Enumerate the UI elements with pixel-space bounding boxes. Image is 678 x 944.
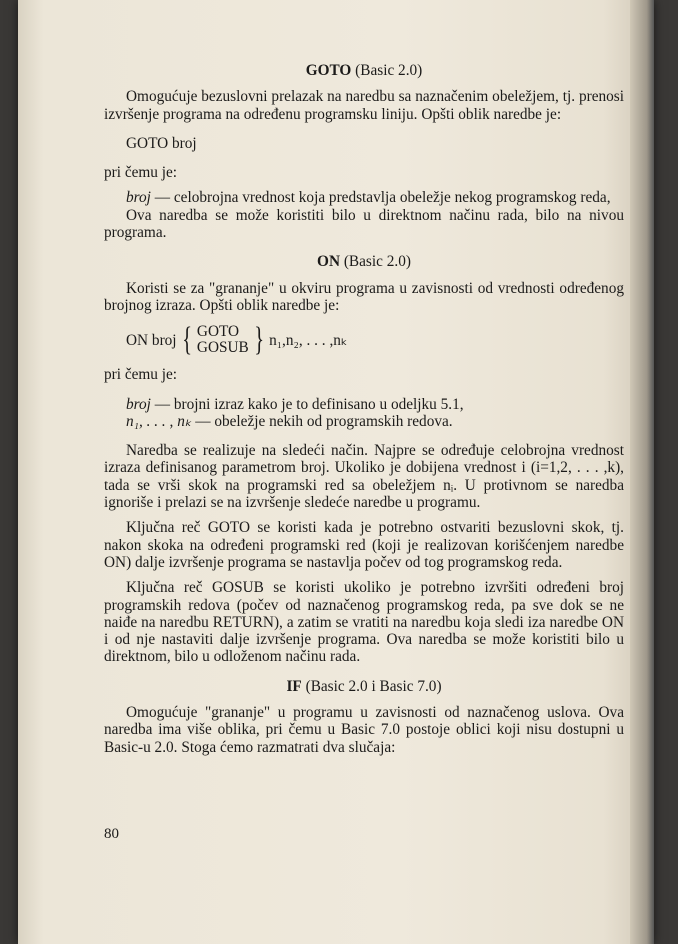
goto-definition: broj — celobrojna vrednost koja predstavlja obeležje nekog programskog reda, (126, 189, 611, 207)
book-page (18, 0, 654, 944)
goto-paragraph-1: Omogućuje bezuslovni prelazak na naredbu sa naznačenim obeležjem, tj. prenosi izvršenje programa na određenu programsku liniju. Opšti oblik naredbe je: (104, 88, 624, 123)
if-heading: IF (Basic 2.0 i Basic 7.0) (286, 677, 442, 695)
on-paragraph-4: Ključna reč GOSUB se koristi ukoliko je potrebno izvršiti određeni broj programskih redova (počev od naznačenog programskog reda, pa sve dok se ne naiđe na naredbu RETURN), a zatim se vratiti na naredbu koja sledi iza naredbe ON i od nje nastaviti dalje izvršenje programa. Ova naredba se može koristiti bilo u direktnom, bilo u odloženom načinu rada. (104, 579, 624, 666)
on-syntax: ON broj { GOTO GOSUB } n₁,n₂, . . . ,nₖ (126, 321, 348, 359)
page-gutter (630, 0, 654, 944)
on-paragraph-1: Koristi se za "grananje" u okviru programa u zavisnosti od vrednosti određenog brojnog izraza. Opšti oblik naredbe je: (104, 279, 624, 314)
page-number: 80 (104, 826, 119, 842)
on-where: pri čemu je: (104, 366, 178, 384)
goto-heading: GOTO (Basic 2.0) (305, 62, 423, 79)
if-paragraph-1: Omogućuje "grananje" u programu u zavisnosti od naznačenog uslova. Ova naredba ima više oblika, pri čemu u Basic 7.0 postoje oblici koji nisu dostupni u Basic-u 2.0. Stoga ćemo razmatrati dva slučaja: (104, 704, 624, 756)
goto-syntax: GOTO broj (126, 134, 197, 152)
on-option-gosub: GOSUB (196, 339, 249, 357)
on-paragraph-3: Ključna reč GOTO se koristi kada je potrebno ostvariti bezuslovni skok, tj. nakon skoka na određeni programski red (koji je realizovan korišćenjem naredbe ON) dalje izvršenje programa se nastavlja počev od tog programskog reda. (104, 519, 624, 571)
goto-where: pri čemu je: (104, 164, 178, 182)
on-heading: ON (Basic 2.0) (317, 253, 411, 271)
on-option-goto: GOTO (196, 323, 240, 341)
page-text (104, 58, 624, 756)
on-paragraph-2: Naredba se realizuje na sledeći način. Najpre se određuje celobrojna vrednost izraza definisanog parametrom broj. Ukoliko je dobijena vrednost i (i=1,2, . . . ,k), tada se vrši skok na programski red sa obeležjem nᵢ. U protivnom se naredba ignoriše i prelazi se na izvršenje sledeće naredbe u programu. (104, 442, 624, 512)
on-definition-1: broj — brojni izraz kako je to definisano u odeljku 5.1, (126, 395, 464, 413)
goto-paragraph-2: Ova naredba se može koristiti bilo u direktnom načinu rada, bilo na nivou programa. (104, 206, 624, 242)
on-definition-2: n₁, . . . , nₖ — obeležje nekih od programskih redova. (126, 412, 453, 430)
